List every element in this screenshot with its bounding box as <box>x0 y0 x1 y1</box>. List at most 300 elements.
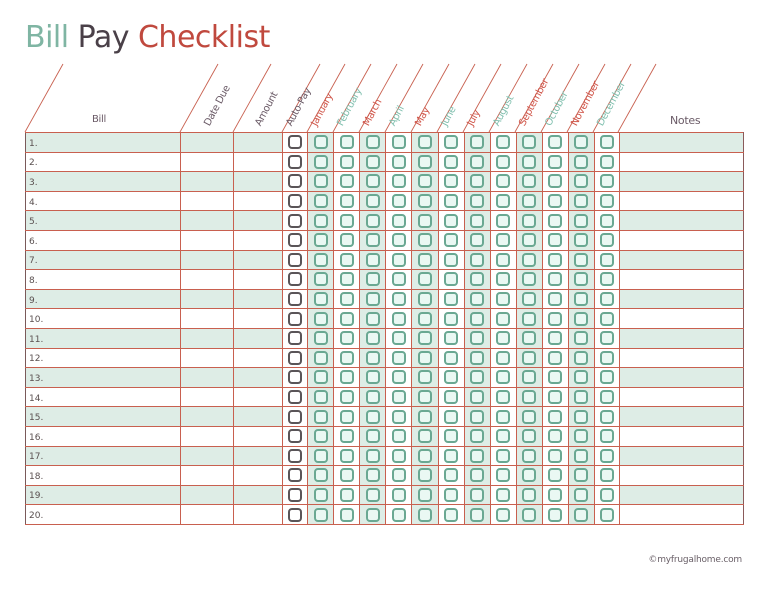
paid-checkbox-october[interactable] <box>548 253 562 267</box>
paid-checkbox-november[interactable] <box>574 253 588 267</box>
auto-pay-checkbox[interactable] <box>288 449 302 463</box>
paid-checkbox-september[interactable] <box>522 272 536 286</box>
paid-checkbox-february[interactable] <box>340 253 354 267</box>
paid-checkbox-august[interactable] <box>496 429 510 443</box>
paid-checkbox-july[interactable] <box>470 135 484 149</box>
paid-checkbox-august[interactable] <box>496 174 510 188</box>
paid-checkbox-january[interactable] <box>314 370 328 384</box>
date-due-field[interactable] <box>181 172 234 192</box>
paid-checkbox-october[interactable] <box>548 272 562 286</box>
amount-field[interactable] <box>234 466 283 486</box>
notes-field[interactable] <box>619 270 743 290</box>
paid-checkbox-october[interactable] <box>548 135 562 149</box>
date-due-field[interactable] <box>181 446 234 466</box>
paid-checkbox-august[interactable] <box>496 351 510 365</box>
paid-checkbox-july[interactable] <box>470 331 484 345</box>
paid-checkbox-july[interactable] <box>470 292 484 306</box>
paid-checkbox-august[interactable] <box>496 370 510 384</box>
paid-checkbox-september[interactable] <box>522 410 536 424</box>
date-due-field[interactable] <box>181 133 234 153</box>
paid-checkbox-october[interactable] <box>548 351 562 365</box>
paid-checkbox-june[interactable] <box>444 194 458 208</box>
paid-checkbox-march[interactable] <box>366 508 380 522</box>
paid-checkbox-march[interactable] <box>366 468 380 482</box>
bill-name-field[interactable] <box>26 211 181 231</box>
paid-checkbox-june[interactable] <box>444 331 458 345</box>
bill-name-field[interactable] <box>26 230 181 250</box>
amount-field[interactable] <box>234 289 283 309</box>
paid-checkbox-august[interactable] <box>496 410 510 424</box>
paid-checkbox-july[interactable] <box>470 390 484 404</box>
amount-field[interactable] <box>234 211 283 231</box>
paid-checkbox-april[interactable] <box>392 390 406 404</box>
paid-checkbox-february[interactable] <box>340 449 354 463</box>
date-due-field[interactable] <box>181 387 234 407</box>
paid-checkbox-january[interactable] <box>314 312 328 326</box>
paid-checkbox-may[interactable] <box>418 155 432 169</box>
paid-checkbox-september[interactable] <box>522 351 536 365</box>
paid-checkbox-september[interactable] <box>522 233 536 247</box>
auto-pay-checkbox[interactable] <box>288 135 302 149</box>
bill-name-field[interactable] <box>26 191 181 211</box>
paid-checkbox-july[interactable] <box>470 233 484 247</box>
paid-checkbox-december[interactable] <box>600 292 614 306</box>
auto-pay-checkbox[interactable] <box>288 233 302 247</box>
amount-field[interactable] <box>234 348 283 368</box>
paid-checkbox-january[interactable] <box>314 155 328 169</box>
paid-checkbox-june[interactable] <box>444 468 458 482</box>
paid-checkbox-december[interactable] <box>600 468 614 482</box>
date-due-field[interactable] <box>181 289 234 309</box>
paid-checkbox-december[interactable] <box>600 351 614 365</box>
date-due-field[interactable] <box>181 250 234 270</box>
paid-checkbox-may[interactable] <box>418 370 432 384</box>
paid-checkbox-july[interactable] <box>470 155 484 169</box>
paid-checkbox-october[interactable] <box>548 312 562 326</box>
auto-pay-checkbox[interactable] <box>288 253 302 267</box>
amount-field[interactable] <box>234 133 283 153</box>
paid-checkbox-july[interactable] <box>470 449 484 463</box>
paid-checkbox-october[interactable] <box>548 214 562 228</box>
notes-field[interactable] <box>619 230 743 250</box>
paid-checkbox-september[interactable] <box>522 468 536 482</box>
paid-checkbox-october[interactable] <box>548 194 562 208</box>
paid-checkbox-september[interactable] <box>522 488 536 502</box>
amount-field[interactable] <box>234 152 283 172</box>
paid-checkbox-july[interactable] <box>470 351 484 365</box>
paid-checkbox-july[interactable] <box>470 429 484 443</box>
date-due-field[interactable] <box>181 485 234 505</box>
paid-checkbox-may[interactable] <box>418 174 432 188</box>
amount-field[interactable] <box>234 446 283 466</box>
paid-checkbox-november[interactable] <box>574 135 588 149</box>
date-due-field[interactable] <box>181 309 234 329</box>
paid-checkbox-february[interactable] <box>340 370 354 384</box>
bill-name-field[interactable] <box>26 466 181 486</box>
paid-checkbox-april[interactable] <box>392 488 406 502</box>
paid-checkbox-august[interactable] <box>496 135 510 149</box>
auto-pay-checkbox[interactable] <box>288 429 302 443</box>
paid-checkbox-march[interactable] <box>366 449 380 463</box>
paid-checkbox-march[interactable] <box>366 194 380 208</box>
paid-checkbox-july[interactable] <box>470 508 484 522</box>
paid-checkbox-february[interactable] <box>340 292 354 306</box>
amount-field[interactable] <box>234 387 283 407</box>
auto-pay-checkbox[interactable] <box>288 370 302 384</box>
paid-checkbox-september[interactable] <box>522 312 536 326</box>
paid-checkbox-september[interactable] <box>522 135 536 149</box>
bill-name-field[interactable] <box>26 133 181 153</box>
paid-checkbox-november[interactable] <box>574 410 588 424</box>
paid-checkbox-june[interactable] <box>444 233 458 247</box>
paid-checkbox-april[interactable] <box>392 272 406 286</box>
paid-checkbox-february[interactable] <box>340 174 354 188</box>
paid-checkbox-october[interactable] <box>548 331 562 345</box>
paid-checkbox-november[interactable] <box>574 174 588 188</box>
paid-checkbox-may[interactable] <box>418 449 432 463</box>
paid-checkbox-may[interactable] <box>418 351 432 365</box>
paid-checkbox-december[interactable] <box>600 253 614 267</box>
paid-checkbox-november[interactable] <box>574 194 588 208</box>
paid-checkbox-november[interactable] <box>574 488 588 502</box>
paid-checkbox-september[interactable] <box>522 429 536 443</box>
auto-pay-checkbox[interactable] <box>288 312 302 326</box>
auto-pay-checkbox[interactable] <box>288 390 302 404</box>
paid-checkbox-april[interactable] <box>392 331 406 345</box>
paid-checkbox-may[interactable] <box>418 488 432 502</box>
paid-checkbox-december[interactable] <box>600 508 614 522</box>
bill-name-field[interactable] <box>26 348 181 368</box>
paid-checkbox-june[interactable] <box>444 214 458 228</box>
paid-checkbox-august[interactable] <box>496 488 510 502</box>
paid-checkbox-january[interactable] <box>314 174 328 188</box>
paid-checkbox-january[interactable] <box>314 272 328 286</box>
auto-pay-checkbox[interactable] <box>288 508 302 522</box>
paid-checkbox-march[interactable] <box>366 488 380 502</box>
paid-checkbox-january[interactable] <box>314 468 328 482</box>
notes-field[interactable] <box>619 133 743 153</box>
paid-checkbox-may[interactable] <box>418 331 432 345</box>
paid-checkbox-may[interactable] <box>418 468 432 482</box>
paid-checkbox-march[interactable] <box>366 174 380 188</box>
paid-checkbox-august[interactable] <box>496 272 510 286</box>
paid-checkbox-january[interactable] <box>314 214 328 228</box>
paid-checkbox-february[interactable] <box>340 488 354 502</box>
auto-pay-checkbox[interactable] <box>288 155 302 169</box>
paid-checkbox-march[interactable] <box>366 351 380 365</box>
amount-field[interactable] <box>234 426 283 446</box>
paid-checkbox-june[interactable] <box>444 370 458 384</box>
paid-checkbox-july[interactable] <box>470 194 484 208</box>
date-due-field[interactable] <box>181 211 234 231</box>
paid-checkbox-may[interactable] <box>418 135 432 149</box>
paid-checkbox-february[interactable] <box>340 272 354 286</box>
auto-pay-checkbox[interactable] <box>288 410 302 424</box>
paid-checkbox-march[interactable] <box>366 390 380 404</box>
bill-name-field[interactable] <box>26 505 181 525</box>
paid-checkbox-january[interactable] <box>314 233 328 247</box>
paid-checkbox-september[interactable] <box>522 174 536 188</box>
auto-pay-checkbox[interactable] <box>288 351 302 365</box>
paid-checkbox-november[interactable] <box>574 233 588 247</box>
bill-name-field[interactable] <box>26 446 181 466</box>
bill-name-field[interactable] <box>26 172 181 192</box>
paid-checkbox-april[interactable] <box>392 370 406 384</box>
paid-checkbox-may[interactable] <box>418 429 432 443</box>
paid-checkbox-february[interactable] <box>340 410 354 424</box>
paid-checkbox-february[interactable] <box>340 429 354 443</box>
notes-field[interactable] <box>619 485 743 505</box>
paid-checkbox-april[interactable] <box>392 292 406 306</box>
paid-checkbox-december[interactable] <box>600 312 614 326</box>
paid-checkbox-january[interactable] <box>314 135 328 149</box>
paid-checkbox-march[interactable] <box>366 155 380 169</box>
date-due-field[interactable] <box>181 230 234 250</box>
paid-checkbox-december[interactable] <box>600 449 614 463</box>
paid-checkbox-june[interactable] <box>444 488 458 502</box>
date-due-field[interactable] <box>181 426 234 446</box>
amount-field[interactable] <box>234 309 283 329</box>
paid-checkbox-march[interactable] <box>366 312 380 326</box>
paid-checkbox-march[interactable] <box>366 253 380 267</box>
notes-field[interactable] <box>619 152 743 172</box>
auto-pay-checkbox[interactable] <box>288 468 302 482</box>
paid-checkbox-march[interactable] <box>366 233 380 247</box>
notes-field[interactable] <box>619 426 743 446</box>
paid-checkbox-may[interactable] <box>418 214 432 228</box>
paid-checkbox-june[interactable] <box>444 410 458 424</box>
bill-name-field[interactable] <box>26 250 181 270</box>
auto-pay-checkbox[interactable] <box>288 214 302 228</box>
paid-checkbox-april[interactable] <box>392 312 406 326</box>
paid-checkbox-august[interactable] <box>496 194 510 208</box>
bill-name-field[interactable] <box>26 407 181 427</box>
paid-checkbox-january[interactable] <box>314 194 328 208</box>
amount-field[interactable] <box>234 407 283 427</box>
notes-field[interactable] <box>619 328 743 348</box>
amount-field[interactable] <box>234 172 283 192</box>
paid-checkbox-may[interactable] <box>418 233 432 247</box>
paid-checkbox-october[interactable] <box>548 390 562 404</box>
amount-field[interactable] <box>234 230 283 250</box>
paid-checkbox-april[interactable] <box>392 508 406 522</box>
paid-checkbox-january[interactable] <box>314 488 328 502</box>
paid-checkbox-june[interactable] <box>444 174 458 188</box>
paid-checkbox-november[interactable] <box>574 331 588 345</box>
paid-checkbox-march[interactable] <box>366 331 380 345</box>
paid-checkbox-october[interactable] <box>548 429 562 443</box>
date-due-field[interactable] <box>181 466 234 486</box>
paid-checkbox-january[interactable] <box>314 508 328 522</box>
notes-field[interactable] <box>619 309 743 329</box>
paid-checkbox-july[interactable] <box>470 174 484 188</box>
bill-name-field[interactable] <box>26 289 181 309</box>
paid-checkbox-april[interactable] <box>392 449 406 463</box>
notes-field[interactable] <box>619 407 743 427</box>
paid-checkbox-august[interactable] <box>496 233 510 247</box>
paid-checkbox-january[interactable] <box>314 351 328 365</box>
paid-checkbox-october[interactable] <box>548 233 562 247</box>
paid-checkbox-june[interactable] <box>444 390 458 404</box>
paid-checkbox-january[interactable] <box>314 449 328 463</box>
paid-checkbox-august[interactable] <box>496 331 510 345</box>
paid-checkbox-october[interactable] <box>548 449 562 463</box>
paid-checkbox-august[interactable] <box>496 155 510 169</box>
amount-field[interactable] <box>234 505 283 525</box>
paid-checkbox-june[interactable] <box>444 449 458 463</box>
notes-field[interactable] <box>619 387 743 407</box>
paid-checkbox-april[interactable] <box>392 253 406 267</box>
paid-checkbox-december[interactable] <box>600 233 614 247</box>
paid-checkbox-july[interactable] <box>470 214 484 228</box>
paid-checkbox-december[interactable] <box>600 135 614 149</box>
paid-checkbox-march[interactable] <box>366 272 380 286</box>
paid-checkbox-october[interactable] <box>548 410 562 424</box>
paid-checkbox-february[interactable] <box>340 233 354 247</box>
paid-checkbox-august[interactable] <box>496 390 510 404</box>
paid-checkbox-april[interactable] <box>392 468 406 482</box>
paid-checkbox-february[interactable] <box>340 331 354 345</box>
paid-checkbox-october[interactable] <box>548 468 562 482</box>
paid-checkbox-november[interactable] <box>574 370 588 384</box>
paid-checkbox-january[interactable] <box>314 331 328 345</box>
paid-checkbox-december[interactable] <box>600 194 614 208</box>
bill-name-field[interactable] <box>26 328 181 348</box>
date-due-field[interactable] <box>181 152 234 172</box>
notes-field[interactable] <box>619 505 743 525</box>
notes-field[interactable] <box>619 211 743 231</box>
paid-checkbox-september[interactable] <box>522 253 536 267</box>
paid-checkbox-october[interactable] <box>548 174 562 188</box>
paid-checkbox-june[interactable] <box>444 272 458 286</box>
paid-checkbox-may[interactable] <box>418 272 432 286</box>
paid-checkbox-december[interactable] <box>600 410 614 424</box>
notes-field[interactable] <box>619 250 743 270</box>
notes-field[interactable] <box>619 172 743 192</box>
paid-checkbox-july[interactable] <box>470 312 484 326</box>
paid-checkbox-february[interactable] <box>340 214 354 228</box>
paid-checkbox-november[interactable] <box>574 292 588 306</box>
paid-checkbox-august[interactable] <box>496 468 510 482</box>
paid-checkbox-february[interactable] <box>340 351 354 365</box>
date-due-field[interactable] <box>181 407 234 427</box>
paid-checkbox-september[interactable] <box>522 214 536 228</box>
bill-name-field[interactable] <box>26 387 181 407</box>
date-due-field[interactable] <box>181 505 234 525</box>
paid-checkbox-september[interactable] <box>522 449 536 463</box>
paid-checkbox-february[interactable] <box>340 135 354 149</box>
paid-checkbox-march[interactable] <box>366 370 380 384</box>
paid-checkbox-january[interactable] <box>314 253 328 267</box>
paid-checkbox-november[interactable] <box>574 508 588 522</box>
notes-field[interactable] <box>619 191 743 211</box>
paid-checkbox-august[interactable] <box>496 312 510 326</box>
paid-checkbox-january[interactable] <box>314 390 328 404</box>
amount-field[interactable] <box>234 250 283 270</box>
paid-checkbox-december[interactable] <box>600 214 614 228</box>
paid-checkbox-july[interactable] <box>470 370 484 384</box>
paid-checkbox-march[interactable] <box>366 429 380 443</box>
paid-checkbox-september[interactable] <box>522 292 536 306</box>
paid-checkbox-december[interactable] <box>600 272 614 286</box>
paid-checkbox-april[interactable] <box>392 174 406 188</box>
notes-field[interactable] <box>619 446 743 466</box>
amount-field[interactable] <box>234 328 283 348</box>
paid-checkbox-november[interactable] <box>574 429 588 443</box>
paid-checkbox-june[interactable] <box>444 508 458 522</box>
amount-field[interactable] <box>234 368 283 388</box>
paid-checkbox-march[interactable] <box>366 410 380 424</box>
notes-field[interactable] <box>619 348 743 368</box>
date-due-field[interactable] <box>181 328 234 348</box>
paid-checkbox-february[interactable] <box>340 194 354 208</box>
paid-checkbox-november[interactable] <box>574 468 588 482</box>
paid-checkbox-april[interactable] <box>392 214 406 228</box>
paid-checkbox-february[interactable] <box>340 390 354 404</box>
paid-checkbox-may[interactable] <box>418 292 432 306</box>
paid-checkbox-april[interactable] <box>392 135 406 149</box>
paid-checkbox-january[interactable] <box>314 410 328 424</box>
paid-checkbox-april[interactable] <box>392 155 406 169</box>
paid-checkbox-april[interactable] <box>392 233 406 247</box>
date-due-field[interactable] <box>181 368 234 388</box>
paid-checkbox-september[interactable] <box>522 155 536 169</box>
paid-checkbox-october[interactable] <box>548 508 562 522</box>
paid-checkbox-september[interactable] <box>522 508 536 522</box>
paid-checkbox-june[interactable] <box>444 253 458 267</box>
paid-checkbox-april[interactable] <box>392 410 406 424</box>
paid-checkbox-october[interactable] <box>548 370 562 384</box>
paid-checkbox-may[interactable] <box>418 410 432 424</box>
auto-pay-checkbox[interactable] <box>288 488 302 502</box>
paid-checkbox-december[interactable] <box>600 155 614 169</box>
paid-checkbox-february[interactable] <box>340 155 354 169</box>
paid-checkbox-february[interactable] <box>340 312 354 326</box>
auto-pay-checkbox[interactable] <box>288 292 302 306</box>
paid-checkbox-december[interactable] <box>600 488 614 502</box>
paid-checkbox-december[interactable] <box>600 174 614 188</box>
notes-field[interactable] <box>619 368 743 388</box>
paid-checkbox-november[interactable] <box>574 351 588 365</box>
paid-checkbox-april[interactable] <box>392 194 406 208</box>
paid-checkbox-march[interactable] <box>366 214 380 228</box>
paid-checkbox-may[interactable] <box>418 508 432 522</box>
paid-checkbox-january[interactable] <box>314 292 328 306</box>
paid-checkbox-december[interactable] <box>600 429 614 443</box>
paid-checkbox-august[interactable] <box>496 449 510 463</box>
bill-name-field[interactable] <box>26 485 181 505</box>
paid-checkbox-july[interactable] <box>470 410 484 424</box>
auto-pay-checkbox[interactable] <box>288 174 302 188</box>
paid-checkbox-july[interactable] <box>470 468 484 482</box>
paid-checkbox-november[interactable] <box>574 312 588 326</box>
paid-checkbox-august[interactable] <box>496 292 510 306</box>
paid-checkbox-april[interactable] <box>392 351 406 365</box>
paid-checkbox-september[interactable] <box>522 370 536 384</box>
paid-checkbox-march[interactable] <box>366 135 380 149</box>
paid-checkbox-december[interactable] <box>600 390 614 404</box>
paid-checkbox-august[interactable] <box>496 214 510 228</box>
paid-checkbox-november[interactable] <box>574 272 588 286</box>
paid-checkbox-june[interactable] <box>444 429 458 443</box>
paid-checkbox-october[interactable] <box>548 488 562 502</box>
date-due-field[interactable] <box>181 348 234 368</box>
amount-field[interactable] <box>234 485 283 505</box>
paid-checkbox-june[interactable] <box>444 351 458 365</box>
paid-checkbox-december[interactable] <box>600 370 614 384</box>
auto-pay-checkbox[interactable] <box>288 194 302 208</box>
paid-checkbox-february[interactable] <box>340 468 354 482</box>
